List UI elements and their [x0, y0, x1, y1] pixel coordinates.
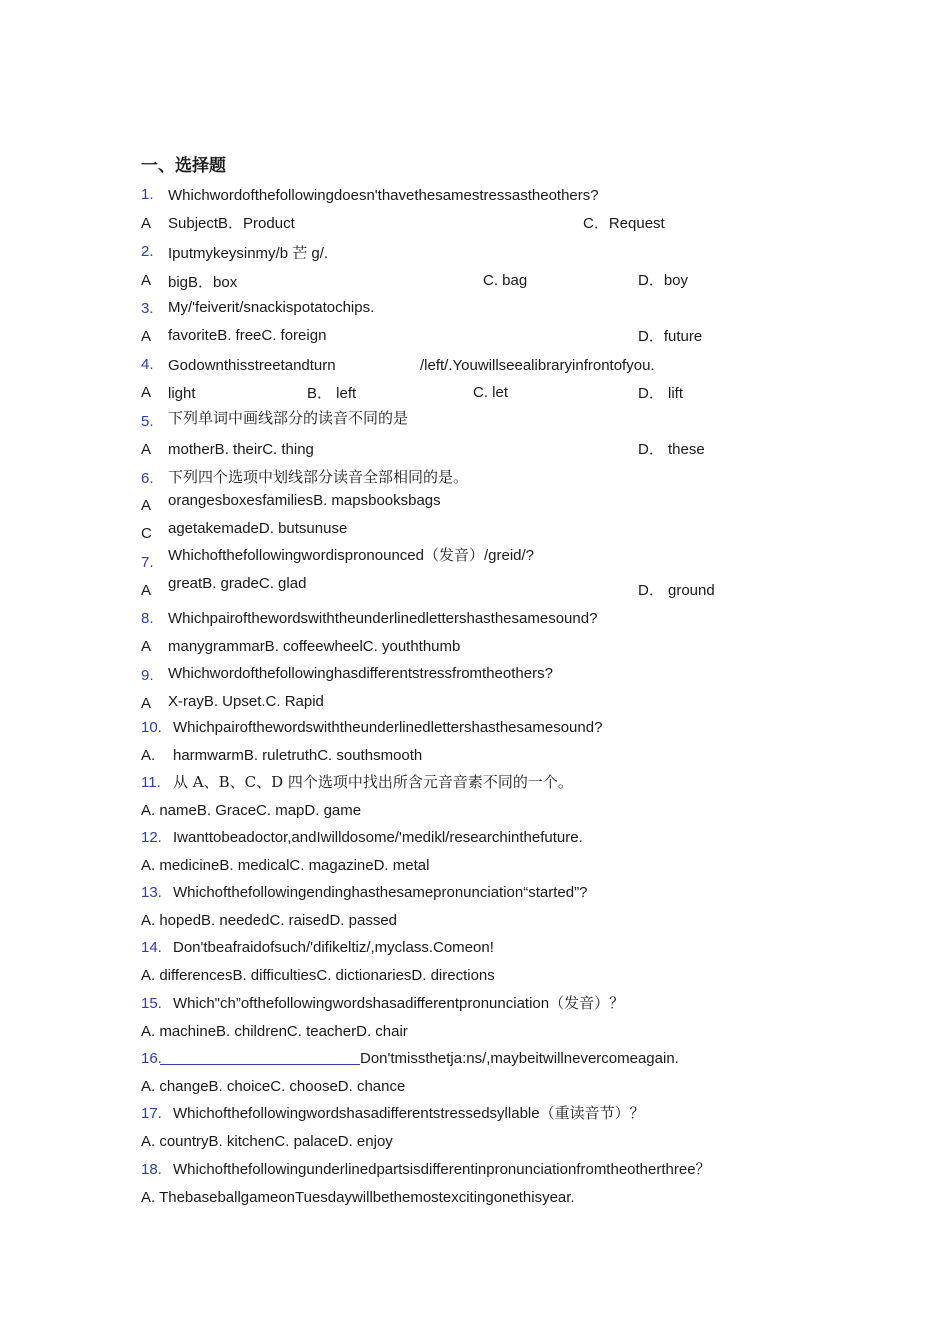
question-number: 5. — [141, 413, 154, 430]
options-abc: manygrammarB. coffeewheelC. youththumb — [168, 638, 461, 655]
options-ab: SubjectB．Product — [168, 215, 295, 232]
question-text: Iwanttobeadoctor,andIwilldosome/'medikl/researchinthefuture. — [173, 829, 583, 846]
question-number: 15. — [141, 995, 162, 1012]
options-abc: favoriteB. freeC. foreign — [168, 327, 327, 344]
question-text: 下列单词中画线部分的读音不同的是 — [168, 409, 409, 427]
question-number: 8. — [141, 610, 154, 627]
options-ab: bigB．box — [168, 274, 238, 291]
option-label: A — [141, 582, 152, 599]
options-abc: greatB. gradeC. glad — [168, 575, 307, 592]
options-ab: orangesboxesfamiliesB. mapsbooksbags — [168, 492, 441, 509]
options-cd: agetakemadeD. butsunuse — [168, 520, 348, 537]
question-text: Whichofthefollowingwordispronounced（发音）/greid/? — [168, 547, 535, 564]
options: A. ThebaseballgameonTuesdaywillbethemostexcitingonethisyear. — [141, 1189, 575, 1206]
option-label: A — [141, 638, 152, 655]
options-abc: X-rayB. Upset.C. Rapid — [168, 693, 324, 710]
question-number: 9. — [141, 667, 154, 684]
options-abc: harmwarmB. ruletruthC. southsmooth — [173, 747, 423, 764]
option-label: A — [141, 215, 152, 232]
question-text: Whichpairofthewordswiththeunderlinedlettershasthesamesound? — [173, 719, 603, 736]
option-label: A — [141, 497, 152, 514]
option-d: D．future — [638, 328, 703, 345]
option-d: D．boy — [638, 272, 689, 289]
options: A. hopedB. neededC. raisedD. passed — [141, 912, 398, 929]
question-text: Whichwordofthefollowingdoesn'thavethesamestressastheothers? — [168, 187, 599, 204]
option-c: C. bag — [483, 272, 528, 289]
option-label: A — [141, 384, 152, 401]
options: A. countryB. kitchenC. palaceD. enjoy — [141, 1133, 393, 1150]
question-text-cont: /left/.Youwillseealibraryinfrontofyou. — [420, 357, 655, 374]
question-text: Whichofthefollowingunderlinedpartsisdifferentinpronunciationfromtheotherthree？ — [173, 1161, 711, 1178]
option-d: D． ground — [638, 582, 715, 599]
options: A. medicineB. medicalC. magazineD. metal — [141, 857, 430, 874]
question-text: Whichwordofthefollowinghasdifferentstressfromtheothers? — [168, 665, 553, 682]
question-number: 1. — [141, 186, 154, 203]
question-number: 10. — [141, 719, 162, 736]
options: A. nameB. GraceC. mapD. game — [141, 802, 362, 819]
options: A. changeB. choiceC. chooseD. chance — [141, 1078, 406, 1095]
options-abc: motherB. theirC. thing — [168, 441, 314, 458]
question-text: Don'tmissthetja:ns/,maybeitwillnevercomeagain. — [360, 1050, 679, 1067]
question-text: Whichofthefollowingwordshasadifferentstressedsyllable（重读音节）？ — [173, 1105, 645, 1122]
question-text: Don'tbeafraidofsuch/'difikeltiz/,myclass.Comeon! — [173, 939, 494, 956]
question-text: Iputmykeysinmy/b 芒 g/. — [168, 245, 329, 262]
question-number: 4. — [141, 356, 154, 373]
question-number: 14. — [141, 939, 162, 956]
question-text: Whichofthefollowingendinghasthesamepronunciation“started”? — [173, 884, 588, 901]
section-title: 一、选择题 — [141, 156, 226, 176]
options: A. differencesB. difficultiesC. dictionariesD. directions — [141, 967, 495, 984]
question-number: 3. — [141, 300, 154, 317]
question-text: 从 A、B、C、D 四个选项中找出所含元音音素不同的一个。 — [173, 773, 573, 791]
option-label: C — [141, 525, 152, 542]
option-label: A — [141, 328, 152, 345]
question-number: 6. — [141, 470, 154, 487]
question-number: 17. — [141, 1105, 162, 1122]
question-number: 13. — [141, 884, 162, 901]
question-number: 18. — [141, 1161, 162, 1178]
question-number: 12. — [141, 829, 162, 846]
option-label: A. — [141, 747, 156, 764]
question-number: 2. — [141, 243, 154, 260]
option-c: C．Request — [583, 215, 665, 232]
question-text: Godownthisstreetandturn — [168, 357, 336, 374]
option-label: A — [141, 272, 152, 289]
question-text: Whichpairofthewordswiththeunderlinedlettershasthesamesound? — [168, 610, 598, 627]
option-label: A — [141, 441, 152, 458]
question-text: 下列四个选项中划线部分读音全部相同的是。 — [168, 468, 469, 486]
option-a: light — [168, 385, 196, 402]
options: A. machineB. childrenC. teacherD. chair — [141, 1023, 408, 1040]
option-d: D． lift — [638, 385, 684, 402]
question-text: Which"ch”ofthefollowingwordshasadifferentpronunciation（发音）？ — [173, 995, 625, 1012]
option-label: A — [141, 695, 152, 712]
question-text: My/'feiverit/snackispotatochips. — [168, 299, 375, 316]
option-d: D． these — [638, 441, 705, 458]
question-number: 7. — [141, 554, 154, 571]
question-number: 16. — [141, 1050, 162, 1067]
answer-blank[interactable] — [160, 1050, 360, 1070]
option-c: C. let — [473, 384, 509, 401]
question-number: 11. — [141, 774, 161, 791]
option-b: B． left — [307, 385, 357, 402]
